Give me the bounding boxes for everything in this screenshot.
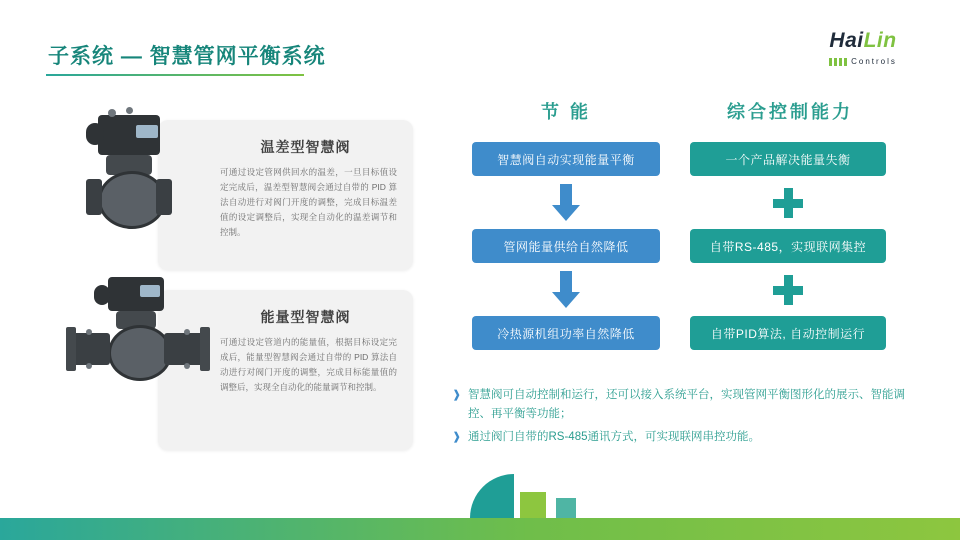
- company-logo: [804, 30, 922, 69]
- column-heading-control: 综合控制能力: [727, 102, 853, 122]
- flow-box-control-2: 自带RS-485，实现联网集控: [690, 229, 886, 263]
- card-body: 可通过设定管道内的能量值，根据目标设定完成后，能量型智慧阀会通过自带的 PID 算法自动进行对阀门开度的调整，完成目标能量值的调整后，实现全自动化的能量调节和控制。: [220, 337, 397, 392]
- page-title: 子系统 — 智慧管网平衡系统: [48, 45, 326, 68]
- title-underline: [46, 74, 304, 76]
- bullet-list: [452, 386, 912, 451]
- left-panel: [60, 105, 420, 460]
- flow-box-energy-3: 冷热源机组功率自然降低: [472, 316, 660, 350]
- column-heading-energy-saving: 节 能: [540, 102, 591, 122]
- arrow-down-icon: [552, 184, 580, 224]
- bullet-text: 通过阀门自带的RS-485通讯方式，可实现联网串控功能。: [468, 430, 760, 443]
- card-title: 温差型智慧阀: [260, 139, 351, 155]
- logo-wordmark: [804, 30, 922, 51]
- logo-tagline-text: Controls: [851, 57, 897, 66]
- logo-tagline: [829, 57, 897, 66]
- flow-box-energy-1: 智慧阀自动实现能量平衡: [472, 142, 660, 176]
- flow-box-control-1: 一个产品解决能量失衡: [690, 142, 886, 176]
- smart-valve-photo-2: [64, 277, 214, 407]
- flow-box-energy-2: 管网能量供给自然降低: [472, 229, 660, 263]
- plus-icon: [773, 275, 803, 305]
- logo-bars-icon: [829, 58, 847, 66]
- list-item: [452, 386, 912, 424]
- logo-wordmark-prefix: Hai: [829, 29, 864, 52]
- logo-wordmark-suffix: Lin: [863, 29, 897, 52]
- card-title: 能量型智慧阀: [260, 309, 351, 325]
- footer-decor-green: [520, 492, 546, 518]
- footer-decor-small: [556, 498, 576, 518]
- smart-valve-photo-1: [72, 113, 200, 233]
- plus-icon: [773, 188, 803, 218]
- card-body: 可通过设定管网供回水的温差，一旦目标值设定完成后，温差型智慧阀会通过自带的 PID 算法自动进行对阀门开度的调整，完成目标温差值的设定调整后，实现全自动化的温差调节和控制。: [220, 167, 397, 237]
- arrow-down-icon: [552, 271, 580, 311]
- footer-bar: [0, 518, 960, 540]
- bullet-text: 智慧阀可自动控制和运行，还可以接入系统平台，实现管网平衡图形化的展示、智能调控、再平衡等功能；: [468, 389, 905, 420]
- flow-box-control-3: 自带PID算法, 自动控制运行: [690, 316, 886, 350]
- list-item: [452, 428, 912, 447]
- footer-decor-teal: [470, 474, 514, 518]
- chevron-right-icon: ❱: [452, 389, 462, 401]
- chevron-right-icon: ❱: [452, 430, 462, 443]
